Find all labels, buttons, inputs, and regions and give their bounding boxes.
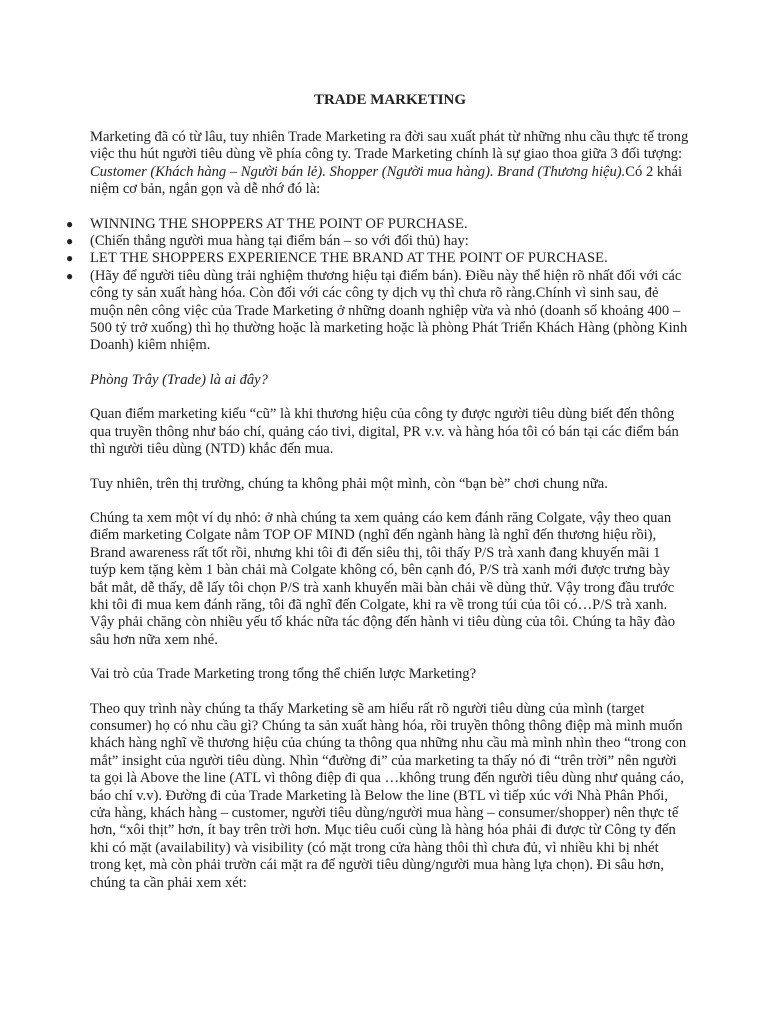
paragraph-competitors: Tuy nhiên, trên thị trường, chúng ta không phải một mình, còn “bạn bè” chơi chung nữa. (90, 475, 608, 492)
bullet-icon: ● (66, 268, 74, 283)
intro-text-end: Có 2 khái niệm cơ bản, ngắn gọn và dễ nhớ đó là: (90, 163, 683, 198)
intro-paragraph (90, 129, 690, 199)
list-item (66, 215, 690, 233)
bullet-icon: ● (66, 251, 74, 266)
bullet-text: (Hãy để người tiêu dùng trải nghiệm thương hiệu tại điểm bán). Điều này thể hiện rõ nhất đối với các công ty sản xuất hàng hóa. Còn đối với các công ty dịch vụ thì chưa rõ ràng.Chính vì sinh sau, đẻ muộn nên công việc của Trade Marketing ở những doanh nghiệp vừa và nhỏ (doanh số khoảng 400 – 500 tỷ trở xuống) thì họ thường hoặc là marketing hoặc là phòng Phát Triển Khách Hàng (phòng Kinh Doanh) kiêm nhiệm. (90, 267, 688, 354)
intro-italic-text: Customer (Khách hàng – Người bán lẻ). Shopper (Người mua hàng). Brand (Thương hiệu). (90, 163, 626, 180)
bullet-text: WINNING THE SHOPPERS AT THE POINT OF PURCHASE. (90, 215, 468, 232)
list-item (66, 233, 690, 250)
bullet-list (66, 215, 690, 355)
paragraph-colgate-example: Chúng ta xem một ví dụ nhỏ: ở nhà chúng ta xem quảng cáo kem đánh răng Colgate, vậy theo quan điểm marketing Colgate nằm TOP OF MIND (nghĩ đến ngành hàng là nghĩ đến thương hiệu rồi), Brand awareness rất tốt rồi, nhưng khi tôi đi đến siêu thị, tôi thấy P/S trà xanh đang khuyến mãi 1 tuýp kem tặng kèm 1 bàn chải mà Colgate không có, bên cạnh đó, P/S trà xanh mới được trưng bày bắt mắt, dễ thấy, dễ lấy tôi chọn P/S trà xanh khuyến mãi bàn chải về dùng thử. Vậy trong đầu trước khi tôi đi mua kem đánh răng, tôi đã nghĩ đến Colgate, khi ra về trong túi của tôi có…P/S trà xanh. Vậy phải chăng còn nhiều yếu tố khác nữa tác động đến hành vi tiêu dùng của tôi. Chúng ta hãy đào sâu hơn nữa xem nhé. (90, 509, 676, 648)
document-title: TRADE MARKETING (313, 92, 467, 108)
section-heading-italic: Phòng Trây (Trade) là ai đây? (90, 371, 268, 388)
bullet-text: LET THE SHOPPERS EXPERIENCE THE BRAND AT THE POINT OF PURCHASE. (90, 250, 608, 267)
list-item (66, 250, 690, 267)
paragraph-old-marketing: Quan điểm marketing kiểu “cũ” là khi thương hiệu của công ty được người tiêu dùng biết đến thông qua truyền thông như báo chí, quảng cáo tivi, digital, PR v.v. và hàng hóa tôi có bán tại các điểm bán thì người tiêu dùng (NTD) khắc đến mua. (90, 406, 679, 458)
bullet-text: (Chiến thắng người mua hàng tại điểm bán – so với đối thủ) hay: (90, 233, 469, 250)
bullet-icon: ● (66, 234, 74, 249)
intro-text: Marketing đã có từ lâu, tuy nhiên Trade Marketing ra đời sau xuất phát từ những nhu cầu thực tế trong việc thu hút người tiêu dùng về phía công ty. Trade Marketing chính là sự giao thoa giữa 3 đối tượng: (90, 129, 689, 163)
document-page (66, 92, 690, 892)
list-item (66, 267, 690, 355)
section-heading-role: Vai trò của Trade Marketing trong tổng thể chiến lược Marketing? (90, 666, 477, 683)
paragraph-process: Theo quy trình này chúng ta thấy Marketing sẽ am hiểu rất rõ người tiêu dùng của mình (target consumer) họ có nhu cầu gì? Chúng ta sản xuất hàng hóa, rồi truyền thông thông điệp mà mình muốn khách hàng nghĩ về thương hiệu của chúng ta thông qua những nhu cầu mà mình nhìn theo “trong con mắt” insight của người tiêu dùng. Nhìn “đường đi” của marketing ta thấy nó đi “trên trời” nên người ta gọi là Above the line (ATL vì thông điệp đi qua …không trung đến người tiêu dùng như quảng cáo, báo chí v.v). Đường đi của Trade Marketing là Below the line (BTL vì tiếp xúc với Nhà Phân Phối, cửa hàng, khách hàng – customer, người tiêu dùng/người mua hàng – consumer/shopper) nên thực tế hơn, “xôi thịt” hơn, ít bay trên trời hơn. Mục tiêu cuối cùng là hàng hóa phải đi được từ Công ty đến khi có mặt (availability) và visibility (có mặt trong cửa hàng thôi thì chưa đủ, vì nhiều khi bị nhét trong kẹt, mà còn phải trườn cái mặt ra để người tiêu dùng/người mua hàng lựa chọn). Đi sâu hơn, chúng ta cần phải xem xét: (90, 700, 687, 891)
bullet-icon: ● (66, 216, 74, 231)
